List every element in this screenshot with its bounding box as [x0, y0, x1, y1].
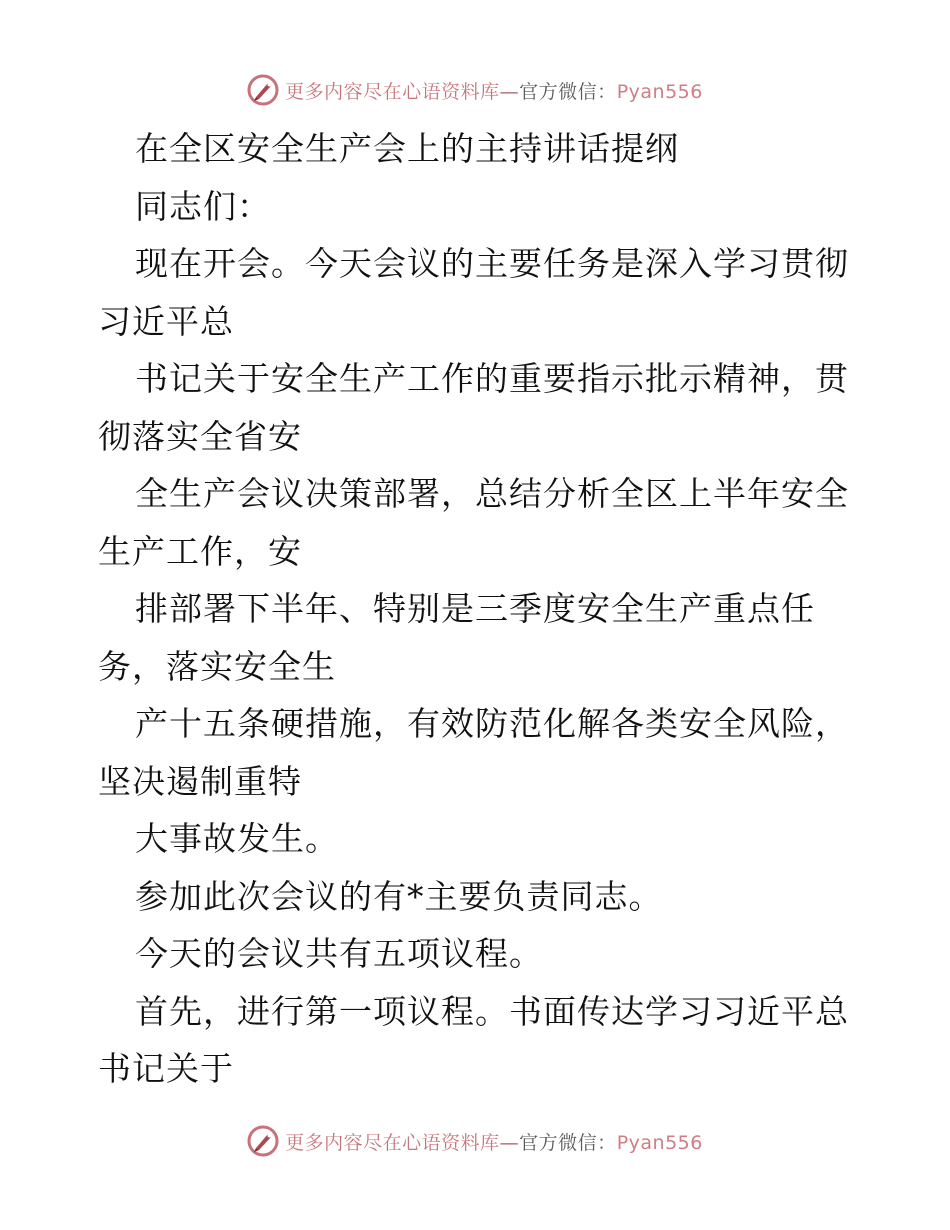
- paragraph-line: 书记关于安全生产工作的重要指示批示精神，贯: [135, 359, 849, 398]
- watermark-wechat-id: Pyan556: [616, 80, 703, 103]
- paragraph-line: 今天的会议共有五项议程。: [135, 934, 543, 973]
- paragraph-line: 生产工作，安: [98, 531, 302, 571]
- pen-quill-logo-icon: [247, 74, 279, 106]
- watermark-site-name: 更多内容尽在心语资料库: [285, 80, 500, 103]
- paragraph-line: 务，落实安全生: [98, 646, 336, 686]
- paragraph-line: 产十五条硬措施，有效防范化解各类安全风险，: [135, 704, 849, 743]
- watermark-separator: —: [499, 80, 520, 103]
- paragraph-line: 现在开会。今天会议的主要任务是深入学习贯彻: [135, 244, 849, 283]
- document-title: 在全区安全生产会上的主持讲话提纲: [135, 129, 679, 168]
- watermark-colon: ：: [597, 1131, 617, 1154]
- paragraph-line: 坚决遏制重特: [98, 761, 302, 801]
- document-body: [98, 120, 858, 1098]
- pen-quill-logo-icon: [247, 1125, 279, 1157]
- paragraph-line: 大事故发生。: [135, 819, 339, 858]
- paragraph-line: 同志们：: [135, 186, 271, 226]
- watermark-wechat-label: 官方微信: [519, 1131, 598, 1154]
- header-watermark: [0, 70, 950, 110]
- paragraph-line: 首先，进行第一项议程。书面传达学习习近平总: [135, 991, 849, 1031]
- watermark-text: [285, 77, 703, 104]
- watermark-text: [285, 1128, 703, 1155]
- footer-watermark: [0, 1121, 950, 1161]
- paragraph-line: 习近平总: [98, 301, 234, 341]
- watermark-site-name: 更多内容尽在心语资料库: [285, 1131, 500, 1154]
- paragraph-line: 全生产会议决策部署，总结分析全区上半年安全: [135, 474, 849, 513]
- paragraph-line: 排部署下半年、特别是三季度安全生产重点任: [135, 589, 815, 628]
- paragraph-line: 彻落实全省安: [98, 416, 302, 456]
- paragraph-line: 书记关于: [98, 1049, 234, 1088]
- watermark-colon: ：: [597, 80, 617, 103]
- paragraph-line: 参加此次会议的有*主要负责同志。: [135, 876, 663, 916]
- watermark-wechat-label: 官方微信: [519, 80, 598, 103]
- watermark-separator: —: [499, 1131, 520, 1154]
- watermark-wechat-id: Pyan556: [616, 1131, 703, 1154]
